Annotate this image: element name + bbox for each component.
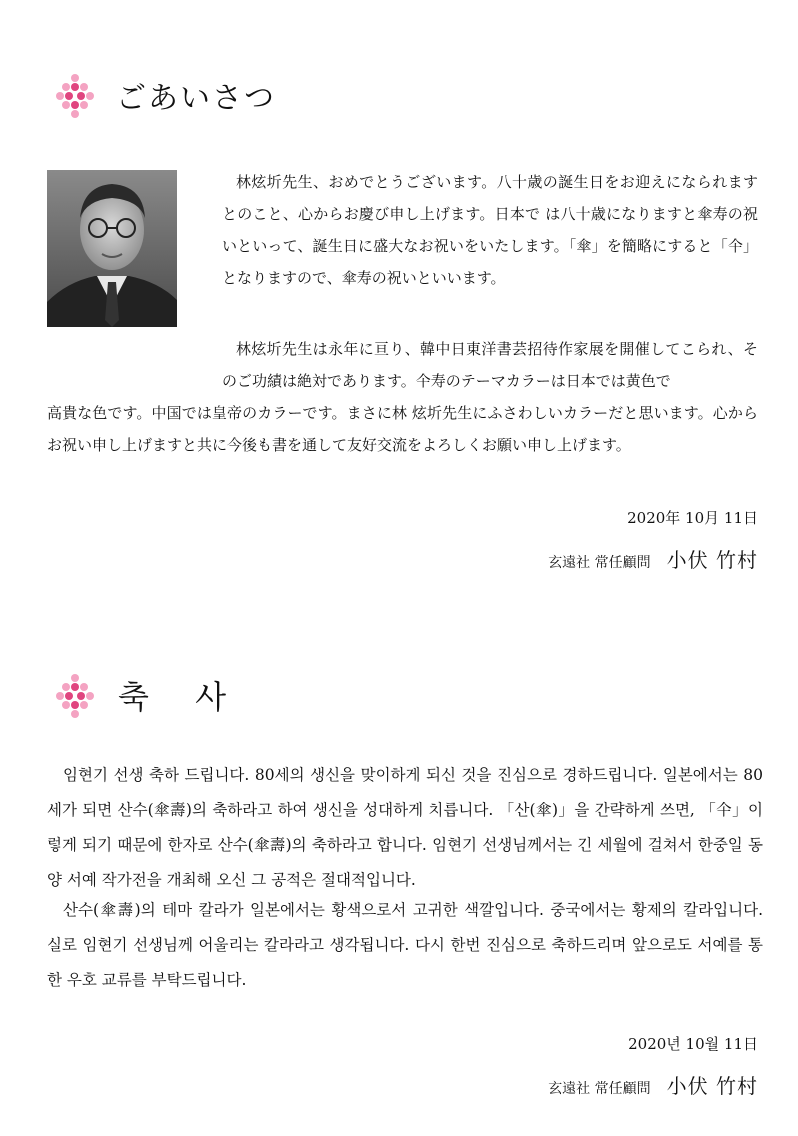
congrats-paragraph-2: 산수(傘壽)의 테마 칼라가 일본에서는 황색으로서 고귀한 색깔입니다. 중국에서는 황제의 칼라입니다. 실로 임현기 선생님께 어울리는 칼라라고 생각됩니다. 다시 한번 진심으로 축하드리며 앞으로도 서예를 통한 우호 교류를 부탁드립니다.: [47, 901, 763, 989]
congrats-date: 2020년 10월 11日: [628, 1035, 758, 1053]
greeting-heading: [56, 72, 276, 118]
portrait-photo: [47, 170, 177, 327]
congrats-title: 축 사: [118, 678, 244, 716]
congrats-name: 小伏 竹村: [666, 1074, 758, 1098]
flower-dots-icon: [56, 672, 94, 718]
congrats-heading: [56, 672, 244, 718]
congrats-signature: [548, 1070, 758, 1099]
greeting-signature: [548, 544, 758, 573]
flower-dots-icon: [56, 72, 94, 118]
congrats-org: 玄遠社 常任顧問: [548, 1081, 651, 1097]
greeting-paragraph-2a: 林炫圻先生は永年に亘り、韓中日東洋書芸招待作家展を開催してこられ、そのご功績は絶対であります。仐寿のテーマカラーは日本では黄色で: [222, 340, 758, 390]
greeting-date: 2020年 10月 11日: [627, 509, 758, 527]
congrats-paragraph-1: 임현기 선생 축하 드립니다. 80세의 생신을 맞이하게 되신 것을 진심으로 경하드립니다. 일본에서는 80세가 되면 산수(傘壽)의 축하라고 하여 생신을 성대하게 치릅니다. 「산(傘)」을 간략하게 쓰면, 「仐」이렇게 되기 때문에 한자로 산수(傘壽)의 축하라고 합니다. 임현기 선생님께서는 긴 세월에 걸쳐서 한중일 동양 서예 작가전을 개최해 오신 그 공적은 절대적입니다.: [47, 766, 763, 889]
greeting-org: 玄遠社 常任顧問: [548, 555, 651, 571]
greeting-name: 小伏 竹村: [666, 548, 758, 572]
greeting-paragraph-1: 林炫圻先生、おめでとうございます。八十歳の誕生日をお迎えになられますとのこと、心からお慶び申し上げます。日本で は八十歳になりますと傘寿の祝いといって、誕生日に盛大なお祝いをいたします。「傘」を簡略にすると「仐」となりますので、傘寿の祝いといいます。: [222, 173, 758, 287]
greeting-title: ごあいさつ: [116, 81, 276, 116]
greeting-paragraph-2b: 高貴な色です。中国では皇帝のカラーです。まさに林 炫圻先生にふさわしいカラーだと思います。心からお祝い申し上げますと共に今後も書を通して友好交流をよろしくお願い申し上げます。: [47, 404, 758, 454]
